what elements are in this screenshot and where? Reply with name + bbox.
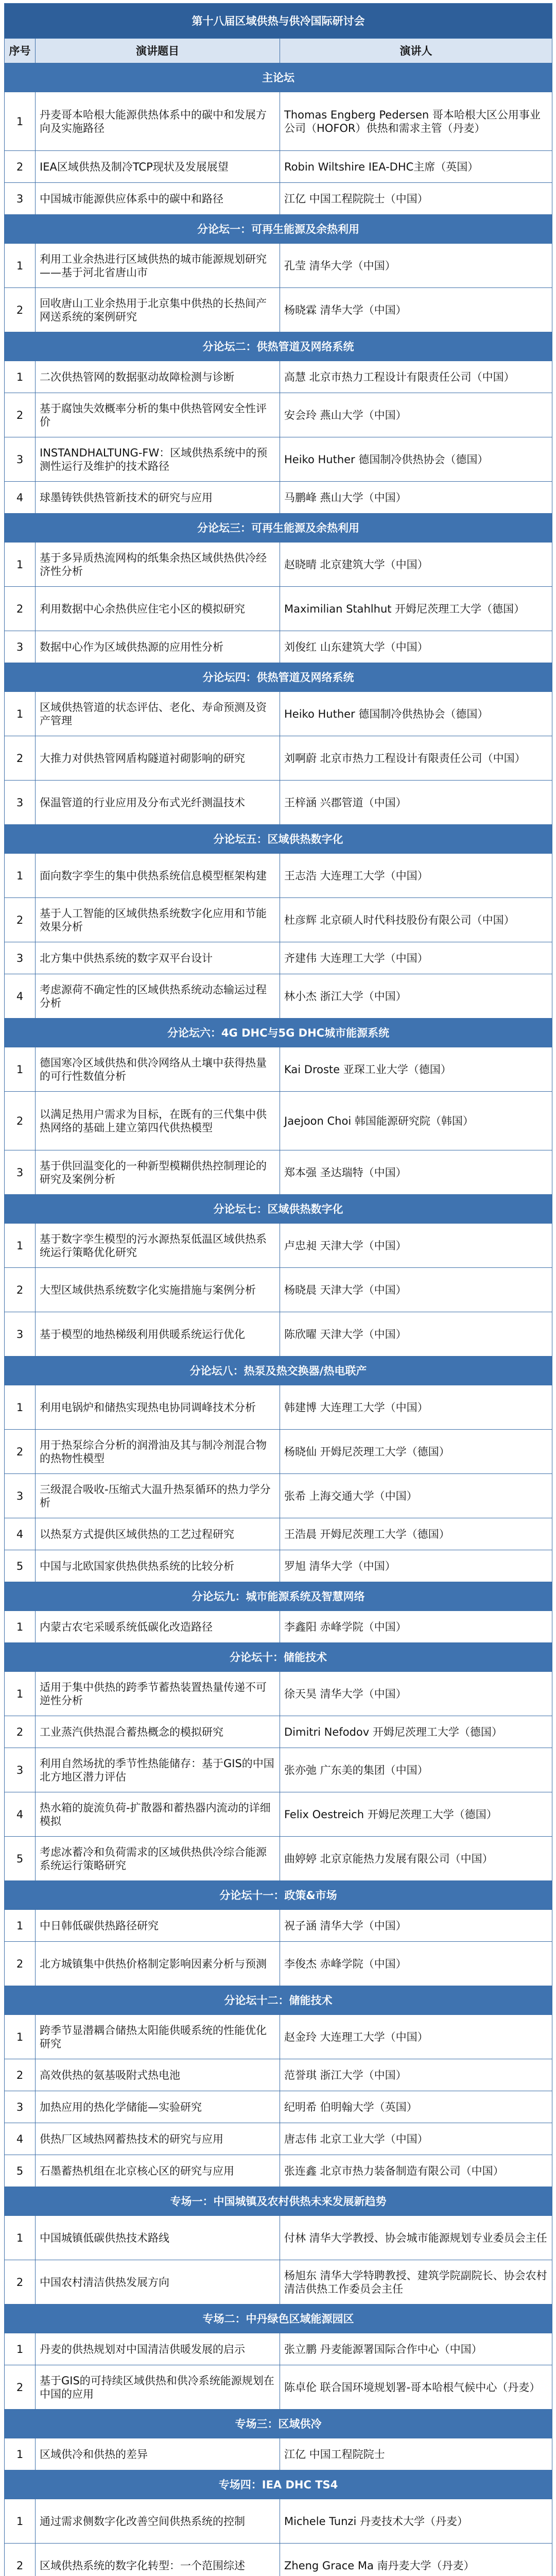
- talk-title: 中日韩低碳供热路径研究: [36, 1910, 280, 1942]
- table-row: [5, 1550, 552, 1582]
- table-row: [5, 1672, 552, 1716]
- talk-title: 基于数字孪生模型的污水源热泵低温区域供热系统运行策略优化研究: [36, 1224, 280, 1268]
- row-number: 2: [5, 2260, 36, 2304]
- title-row: [5, 4, 552, 39]
- table-row: [5, 2544, 552, 2576]
- table-row: [5, 1518, 552, 1550]
- speaker-name: Heiko Huther 德国制冷供热协会（德国）: [280, 692, 552, 736]
- table-row: [5, 244, 552, 288]
- talk-title: 基于多异质热流网构的纸集余热区域供热供冷经济性分析: [36, 543, 280, 587]
- talk-title: 保温管道的行业应用及分布式光纤测温技术: [36, 781, 280, 825]
- table-row: [5, 1047, 552, 1092]
- row-number: 1: [5, 1224, 36, 1268]
- talk-title: 丹麦的供热规划对中国清洁供暖发展的启示: [36, 2333, 280, 2365]
- row-number: 2: [5, 1716, 36, 1748]
- section-title: 专场三：区域供冷: [5, 2410, 552, 2438]
- speaker-name: 陈欣曜 天津大学（中国）: [280, 1312, 552, 1357]
- talk-title: 德国寒冷区域供热和供冷网络从土壤中获得热量的可行性数值分析: [36, 1047, 280, 1092]
- talk-title: 工业蒸汽供热混合蓄热概念的模拟研究: [36, 1716, 280, 1748]
- table-row: [5, 2015, 552, 2059]
- row-number: 3: [5, 183, 36, 215]
- section-title: 专场二：中丹绿色区域能源园区: [5, 2304, 552, 2333]
- row-number: 1: [5, 1672, 36, 1716]
- section-title: 专场四：IEA DHC TS4: [5, 2470, 552, 2499]
- talk-title: 石墨蓄热机组在北京核心区的研究与应用: [36, 2155, 280, 2187]
- speaker-name: 安会玲 燕山大学（中国）: [280, 393, 552, 437]
- talk-title: 区域供冷和供热的差异: [36, 2438, 280, 2470]
- talk-title: 中国农村清洁供热发展方向: [36, 2260, 280, 2304]
- table-row: [5, 587, 552, 631]
- row-number: 2: [5, 1430, 36, 1474]
- section-title: 分论坛八：热泵及热交换器/热电联产: [5, 1357, 552, 1385]
- talk-title: 区域供热管道的状态评估、老化、寿命预测及资产管理: [36, 692, 280, 736]
- row-number: 4: [5, 974, 36, 1019]
- talk-title: 利用数据中心余热供应住宅小区的模拟研究: [36, 587, 280, 631]
- row-number: 3: [5, 1312, 36, 1357]
- talk-title: 通过需求侧数字化改善空间供热系统的控制: [36, 2499, 280, 2544]
- talk-title: 中国城镇低碳供热技术路线: [36, 2216, 280, 2260]
- header-row: [5, 39, 552, 63]
- row-number: 1: [5, 692, 36, 736]
- table-row: [5, 1092, 552, 1150]
- speaker-name: 赵金玲 大连理工大学（中国）: [280, 2015, 552, 2059]
- table-row: [5, 2155, 552, 2187]
- speaker-name: 孔莹 清华大学（中国）: [280, 244, 552, 288]
- header-speaker: 演讲人: [280, 39, 552, 63]
- table-row: [5, 2333, 552, 2365]
- row-number: 2: [5, 2365, 36, 2410]
- row-number: 2: [5, 2059, 36, 2091]
- speaker-name: 杨旭东 清华大学特聘教授、建筑学院副院长、协会农村清洁供热工作委员会主任: [280, 2260, 552, 2304]
- talk-title: 以热泵方式提供区域供热的工艺过程研究: [36, 1518, 280, 1550]
- speaker-name: 刘俊红 山东建筑大学（中国）: [280, 631, 552, 663]
- section-row: [5, 663, 552, 692]
- section-row: [5, 215, 552, 244]
- table-row: [5, 1748, 552, 1792]
- table-row: [5, 1150, 552, 1195]
- header-topic: 演讲题目: [36, 39, 280, 63]
- section-title: 主论坛: [5, 63, 552, 92]
- section-row: [5, 825, 552, 854]
- table-row: [5, 2260, 552, 2304]
- row-number: 1: [5, 2216, 36, 2260]
- speaker-name: 赵晓晴 北京建筑大学（中国）: [280, 543, 552, 587]
- row-number: 1: [5, 1910, 36, 1942]
- row-number: 4: [5, 2123, 36, 2155]
- row-number: 1: [5, 1385, 36, 1430]
- row-number: 3: [5, 1748, 36, 1792]
- speaker-name: 齐建伟 大连理工大学（中国）: [280, 942, 552, 974]
- speaker-name: 杨晓仙 开姆尼茨理工大学（德国）: [280, 1430, 552, 1474]
- table-row: [5, 2438, 552, 2470]
- table-row: [5, 1430, 552, 1474]
- table-row: [5, 854, 552, 898]
- section-row: [5, 332, 552, 361]
- row-number: 2: [5, 1092, 36, 1150]
- talk-title: INSTANDHALTUNG-FW：区域供热系统中的预测性运行及维护的技术路径: [36, 437, 280, 482]
- talk-title: 大型区域供热系统数字化实施措施与案例分析: [36, 1268, 280, 1312]
- row-number: 1: [5, 1611, 36, 1643]
- row-number: 1: [5, 92, 36, 151]
- speaker-name: 杨晓霖 清华大学（中国）: [280, 288, 552, 332]
- talk-title: 基于GIS的可持续区域供热和供冷系统能源规划在中国的应用: [36, 2365, 280, 2410]
- speaker-name: Zheng Grace Ma 南丹麦大学（丹麦）: [280, 2544, 552, 2576]
- table-row: [5, 393, 552, 437]
- talk-title: 供热厂区域热网蓄热技术的研究与应用: [36, 2123, 280, 2155]
- speaker-name: 张连鑫 北京市热力装备制造有限公司（中国）: [280, 2155, 552, 2187]
- table-row: [5, 898, 552, 942]
- speaker-name: 张立鹏 丹麦能源署国际合作中心（中国）: [280, 2333, 552, 2365]
- table-row: [5, 2216, 552, 2260]
- section-title: 分论坛五：区域供热数字化: [5, 825, 552, 854]
- speaker-name: 杨晓晨 天津大学（中国）: [280, 1268, 552, 1312]
- speaker-name: 卢忠昶 天津大学（中国）: [280, 1224, 552, 1268]
- speaker-name: Robin Wiltshire IEA-DHC主席（英国）: [280, 151, 552, 183]
- row-number: 3: [5, 631, 36, 663]
- section-row: [5, 1357, 552, 1385]
- row-number: 1: [5, 854, 36, 898]
- row-number: 1: [5, 2015, 36, 2059]
- table-row: [5, 2365, 552, 2410]
- talk-title: 适用于集中供热的跨季节蓄热装置热量传递不可逆性分析: [36, 1672, 280, 1716]
- talk-title: 基于模型的地热梯级利用供暖系统运行优化: [36, 1312, 280, 1357]
- talk-title: 跨季节显潜耦合储热太阳能供暖系统的性能优化研究: [36, 2015, 280, 2059]
- talk-title: 基于腐蚀失效概率分析的集中供热管网安全性评价: [36, 393, 280, 437]
- page-title: 第十八届区域供热与供冷国际研讨会: [5, 4, 552, 39]
- row-number: 2: [5, 736, 36, 781]
- speaker-name: 江亿 中国工程院院士: [280, 2438, 552, 2470]
- speaker-name: 江亿 中国工程院院士（中国）: [280, 183, 552, 215]
- row-number: 1: [5, 543, 36, 587]
- speaker-name: Maximilian Stahlhut 开姆尼茨理工大学（德国）: [280, 587, 552, 631]
- row-number: 3: [5, 1150, 36, 1195]
- talk-title: IEA区域供热及制冷TCP现状及发展展望: [36, 151, 280, 183]
- speaker-name: Heiko Huther 德国制冷供热协会（德国）: [280, 437, 552, 482]
- table-row: [5, 1385, 552, 1430]
- talk-title: 以满足热用户需求为目标，在既有的三代集中供热网络的基础上建立第四代供热模型: [36, 1092, 280, 1150]
- speaker-name: Jaejoon Choi 韩国能源研究院（韩国）: [280, 1092, 552, 1150]
- section-row: [5, 1019, 552, 1047]
- section-row: [5, 1881, 552, 1910]
- talk-title: 加热应用的热化学储能—实验研究: [36, 2091, 280, 2123]
- row-number: 1: [5, 2333, 36, 2365]
- section-title: 分论坛二：供热管道及网络系统: [5, 332, 552, 361]
- table-row: [5, 942, 552, 974]
- section-row: [5, 1986, 552, 2015]
- talk-title: 中国城市能源供应体系中的碳中和路径: [36, 183, 280, 215]
- talk-title: 热水箱的旋流负荷-扩散器和蓄热器内流动的详细模拟: [36, 1792, 280, 1837]
- row-number: 2: [5, 898, 36, 942]
- section-title: 分论坛三：可再生能源及余热利用: [5, 514, 552, 543]
- table-row: [5, 1312, 552, 1357]
- row-number: 3: [5, 2091, 36, 2123]
- section-row: [5, 1643, 552, 1672]
- section-title: 分论坛一：可再生能源及余热利用: [5, 215, 552, 244]
- table-row: [5, 1224, 552, 1268]
- row-number: 3: [5, 1474, 36, 1518]
- table-row: [5, 974, 552, 1019]
- section-row: [5, 63, 552, 92]
- row-number: 4: [5, 1518, 36, 1550]
- speaker-name: Michele Tunzi 丹麦技术大学（丹麦）: [280, 2499, 552, 2544]
- row-number: 4: [5, 482, 36, 514]
- row-number: 5: [5, 1550, 36, 1582]
- table-row: [5, 2091, 552, 2123]
- row-number: 2: [5, 393, 36, 437]
- speaker-name: 王梓涵 兴郡管道（中国）: [280, 781, 552, 825]
- speaker-name: 陈卓伦 联合国环境规划署-哥本哈根气候中心（丹麦）: [280, 2365, 552, 2410]
- table-row: [5, 1474, 552, 1518]
- section-title: 分论坛九：城市能源系统及智慧网络: [5, 1582, 552, 1611]
- talk-title: 利用工业余热进行区域供热的城市能源规划研究——基于河北省唐山市: [36, 244, 280, 288]
- section-row: [5, 1582, 552, 1611]
- speaker-name: Kai Droste 亚琛工业大学（德国）: [280, 1047, 552, 1092]
- table-row: [5, 1611, 552, 1643]
- speaker-name: 杜彦辉 北京硕人时代科技股份有限公司（中国）: [280, 898, 552, 942]
- table-row: [5, 781, 552, 825]
- table-row: [5, 1268, 552, 1312]
- table-row: [5, 482, 552, 514]
- speaker-name: 韩建博 大连理工大学（中国）: [280, 1385, 552, 1430]
- talk-title: 区域供热系统的数字化转型：一个范围综述: [36, 2544, 280, 2576]
- table-row: [5, 361, 552, 393]
- section-row: [5, 2187, 552, 2216]
- speaker-name: 林小杰 浙江大学（中国）: [280, 974, 552, 1019]
- table-row: [5, 2123, 552, 2155]
- section-title: 专场一：中国城镇及农村供热未来发展新趋势: [5, 2187, 552, 2216]
- row-number: 2: [5, 151, 36, 183]
- table-row: [5, 1837, 552, 1881]
- table-row: [5, 1942, 552, 1986]
- speaker-name: 祝子涵 清华大学（中国）: [280, 1910, 552, 1942]
- talk-title: 高效供热的氨基吸附式热电池: [36, 2059, 280, 2091]
- table-row: [5, 631, 552, 663]
- section-row: [5, 2410, 552, 2438]
- program-table: [4, 3, 552, 2576]
- table-row: [5, 543, 552, 587]
- talk-title: 基于供回温变化的一种新型模糊供热控制理论的研究及案例分析: [36, 1150, 280, 1195]
- talk-title: 中国与北欧国家供热供热系统的比较分析: [36, 1550, 280, 1582]
- speaker-name: 郑本强 圣达瑞特（中国）: [280, 1150, 552, 1195]
- talk-title: 利用自然场扰的季节性热能储存：基于GIS的中国北方地区潜力评估: [36, 1748, 280, 1792]
- row-number: 3: [5, 437, 36, 482]
- row-number: 5: [5, 2155, 36, 2187]
- header-no: 序号: [5, 39, 36, 63]
- speaker-name: 曲婷婷 北京京能热力发展有限公司（中国）: [280, 1837, 552, 1881]
- row-number: 2: [5, 288, 36, 332]
- table-row: [5, 288, 552, 332]
- speaker-name: 李鑫阳 赤峰学院（中国）: [280, 1611, 552, 1643]
- speaker-name: 付林 清华大学教授、协会城市能源规划专业委员会主任: [280, 2216, 552, 2260]
- speaker-name: 唐志伟 北京工业大学（中国）: [280, 2123, 552, 2155]
- row-number: 1: [5, 2438, 36, 2470]
- row-number: 4: [5, 1792, 36, 1837]
- table-row: [5, 151, 552, 183]
- speaker-name: Felix Oestreich 开姆尼茨理工大学（德国）: [280, 1792, 552, 1837]
- speaker-name: 李俊杰 赤峰学院（中国）: [280, 1942, 552, 1986]
- talk-title: 三级混合吸收-压缩式大温升热泵循环的热力学分析: [36, 1474, 280, 1518]
- talk-title: 基于人工智能的区域供热系统数字化应用和节能效果分析: [36, 898, 280, 942]
- section-title: 分论坛十：储能技术: [5, 1643, 552, 1672]
- speaker-name: 刘啊蔚 北京市热力工程设计有限责任公司（中国）: [280, 736, 552, 781]
- row-number: 2: [5, 1268, 36, 1312]
- row-number: 2: [5, 1942, 36, 1986]
- row-number: 2: [5, 587, 36, 631]
- speaker-name: 张希 上海交通大学（中国）: [280, 1474, 552, 1518]
- speaker-name: 罗旭 清华大学（中国）: [280, 1550, 552, 1582]
- table-row: [5, 183, 552, 215]
- section-title: 分论坛十二：储能技术: [5, 1986, 552, 2015]
- row-number: 1: [5, 244, 36, 288]
- row-number: 1: [5, 1047, 36, 1092]
- table-row: [5, 2059, 552, 2091]
- program-table-body: [5, 4, 552, 2576]
- table-row: [5, 692, 552, 736]
- row-number: 3: [5, 781, 36, 825]
- speaker-name: 高慧 北京市热力工程设计有限责任公司（中国）: [280, 361, 552, 393]
- talk-title: 数据中心作为区域供热源的应用性分析: [36, 631, 280, 663]
- speaker-name: Thomas Engberg Pedersen 哥本哈根大区公用事业公司（HOFOR）供热和需求主管（丹麦）: [280, 92, 552, 151]
- talk-title: 利用电锅炉和储热实现热电协同调峰技术分析: [36, 1385, 280, 1430]
- section-row: [5, 2304, 552, 2333]
- speaker-name: 范誉琪 浙江大学（中国）: [280, 2059, 552, 2091]
- talk-title: 考虑源荷不确定性的区域供热系统动态输运过程分析: [36, 974, 280, 1019]
- talk-title: 球墨铸铁供热管新技术的研究与应用: [36, 482, 280, 514]
- table-row: [5, 437, 552, 482]
- talk-title: 丹麦哥本哈根大能源供热体系中的碳中和发展方向及实施路径: [36, 92, 280, 151]
- row-number: 3: [5, 942, 36, 974]
- section-title: 分论坛四：供热管道及网络系统: [5, 663, 552, 692]
- row-number: 2: [5, 2544, 36, 2576]
- table-row: [5, 1716, 552, 1748]
- talk-title: 北方城镇集中供热价格制定影响因素分析与预测: [36, 1942, 280, 1986]
- table-row: [5, 736, 552, 781]
- table-row: [5, 1792, 552, 1837]
- talk-title: 回收唐山工业余热用于北京集中供热的长热间产网送系统的案例研究: [36, 288, 280, 332]
- talk-title: 大推力对供热管网盾构隧道衬砌影响的研究: [36, 736, 280, 781]
- talk-title: 二次供热管网的数据驱动故障检测与诊断: [36, 361, 280, 393]
- speaker-name: 徐天昊 清华大学（中国）: [280, 1672, 552, 1716]
- table-row: [5, 2499, 552, 2544]
- row-number: 5: [5, 1837, 36, 1881]
- section-title: 分论坛六：4G DHC与5G DHC城市能源系统: [5, 1019, 552, 1047]
- talk-title: 北方集中供热系统的数字双平台设计: [36, 942, 280, 974]
- talk-title: 面向数字孪生的集中供热系统信息模型框架构建: [36, 854, 280, 898]
- talk-title: 考虑冰蓄冷和负荷需求的区域供热供冷综合能源系统运行策略研究: [36, 1837, 280, 1881]
- talk-title: 内蒙古农宅采暖系统低碳化改造路径: [36, 1611, 280, 1643]
- section-row: [5, 1195, 552, 1224]
- speaker-name: Dimitri Nefodov 开姆尼茨理工大学（德国）: [280, 1716, 552, 1748]
- speaker-name: 王浩晨 开姆尼茨理工大学（德国）: [280, 1518, 552, 1550]
- table-row: [5, 1910, 552, 1942]
- speaker-name: 王志浩 大连理工大学（中国）: [280, 854, 552, 898]
- section-title: 分论坛十一：政策&市场: [5, 1881, 552, 1910]
- speaker-name: 马鹏峰 燕山大学（中国）: [280, 482, 552, 514]
- section-row: [5, 2470, 552, 2499]
- talk-title: 用于热泵综合分析的润滑油及其与制冷剂混合物的热物性模型: [36, 1430, 280, 1474]
- row-number: 1: [5, 2499, 36, 2544]
- row-number: 1: [5, 361, 36, 393]
- speaker-name: 张亦弛 广东美的集团（中国）: [280, 1748, 552, 1792]
- table-row: [5, 92, 552, 151]
- section-row: [5, 514, 552, 543]
- section-title: 分论坛七：区域供热数字化: [5, 1195, 552, 1224]
- speaker-name: 纪明希 伯明翰大学（英国）: [280, 2091, 552, 2123]
